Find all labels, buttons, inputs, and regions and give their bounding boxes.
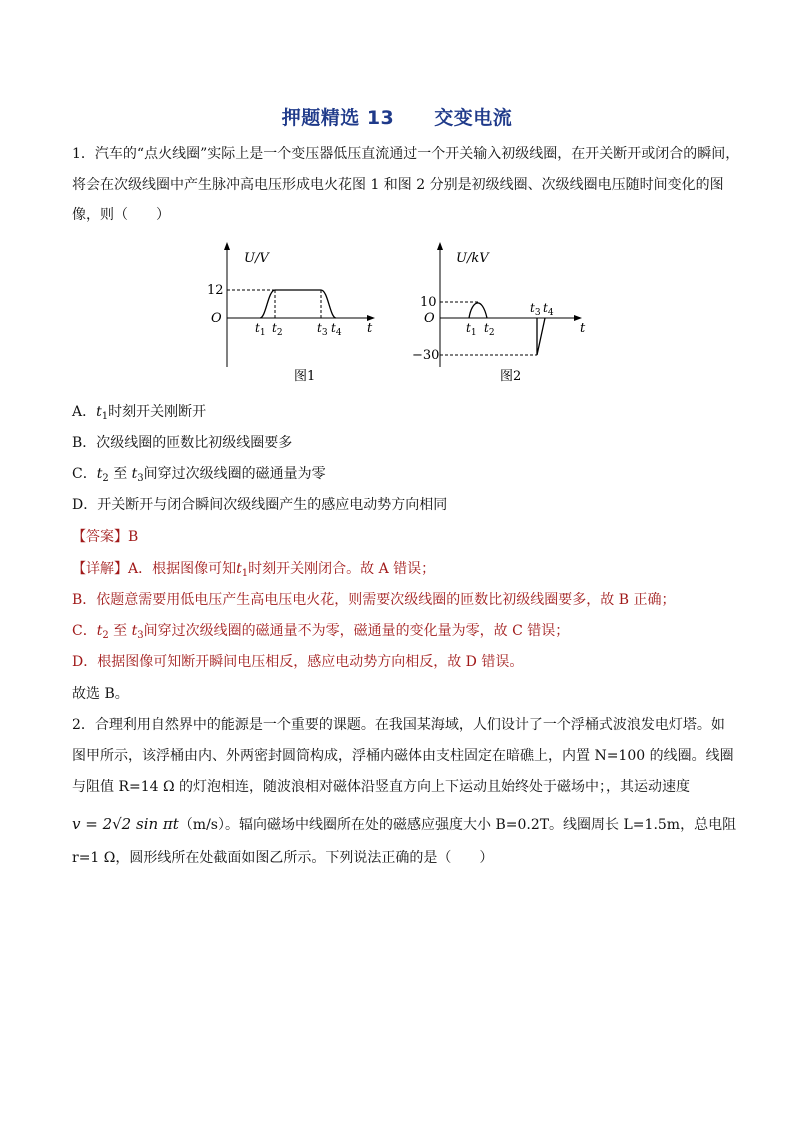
- fig1-t3: $t_3$: [317, 321, 328, 338]
- q2-line2: 图甲所示，该浮桶由内、外两密封圆筒构成，浮桶内磁体由支柱固定在暗礁上，内置 N=100 的线圈。线圈: [72, 748, 734, 764]
- fig2-ylevel-pos: 10: [420, 295, 437, 310]
- q1-option-c: C．$t_2$ 至 $t_3$间穿过次级线圈的磁通量为零: [72, 466, 326, 484]
- q1-detail-a: 【详解】A．根据图像可知$t_1$时刻开关刚闭合。故 A 错误；: [72, 561, 436, 579]
- velocity-formula: v = 2√2 sin πt: [72, 815, 179, 833]
- q1-line3: 像，则（ ）: [72, 207, 170, 223]
- fig1-ylabel: U/V: [244, 251, 269, 266]
- answer-tag: 【答案】: [72, 529, 128, 545]
- answer-value: B: [128, 529, 139, 545]
- fig1-curve: [260, 290, 336, 318]
- fig1-origin: O: [211, 311, 222, 326]
- figure-2: [412, 242, 586, 384]
- q1-line2: 将会在次级线圈中产生脉冲高电压形成电火花图 1 和图 2 分别是初级线圈、次级线圈电压随时间变化的图: [72, 177, 724, 193]
- q1-option-a: A．$t_1$时刻开关刚断开: [72, 404, 207, 422]
- q1-answer: [72, 529, 726, 546]
- q2-line4: v = 2√2 sin πt（m/s）。辐向磁场中线圈所在处的磁感应强度大小 B=0.2T。线圈周长 L=1.5m，总电阻: [72, 815, 737, 833]
- title-part2: 交变电流: [434, 107, 513, 129]
- fig2-pulse-pos: [469, 303, 487, 318]
- q1-detail-d: D．根据图像可知断开瞬间电压相反，感应电动势方向相反，故 D 错误。: [72, 654, 524, 670]
- q1-line1: 1．汽车的“点火线圈”实际上是一个变压器低压直流通过一个开关输入初级线圈，在开关断开或闭合的瞬间，: [72, 146, 740, 162]
- q1-figures: [0, 0, 794, 400]
- fig1-t1: $t_1$: [255, 321, 266, 338]
- fig1-xlabel: t: [367, 321, 373, 336]
- q2-line3: 与阻值 R=14 Ω 的灯泡相连，随波浪相对磁体沿竖直方向上下运动且始终处于磁场中；，其运动速度: [72, 779, 691, 795]
- fig2-t4: $t_4$: [543, 301, 554, 318]
- q2-line1: 2．合理利用自然界中的能源是一个重要的课题。在我国某海域，人们设计了一个浮桶式波浪发电灯塔。如: [72, 717, 725, 733]
- fig1-t4: $t_4$: [331, 321, 342, 338]
- fig2-t3: $t_3$: [530, 301, 541, 318]
- fig1-y-arrow: [224, 242, 230, 250]
- fig2-t2: $t_2$: [484, 321, 495, 338]
- fig2-xlabel: t: [580, 321, 586, 336]
- q2-line5: r=1 Ω，圆形线所在处截面如图乙所示。下列说法正确的是（ ）: [72, 850, 494, 866]
- figure-1: [207, 242, 375, 384]
- fig2-t1: $t_1$: [466, 321, 477, 338]
- fig2-pulse-neg: [537, 318, 545, 355]
- q1-conclusion: 故选 B。: [72, 686, 129, 702]
- fig2-ylabel: U/kV: [456, 251, 489, 266]
- fig2-y-arrow: [437, 242, 443, 250]
- q1-detail-b: B．依题意需要用低电压产生高电压电火花，则需要次级线圈的匝数比初级线圈要多，故 B 正确；: [72, 592, 676, 608]
- q1-detail-c: C．$t_2$ 至 $t_3$间穿过次级线圈的磁通量不为零，磁通量的变化量为零，故 C 错误；: [72, 623, 570, 641]
- fig1-t2: $t_2$: [272, 321, 283, 338]
- q1-option-d: D．开关断开与闭合瞬间次级线圈产生的感应电动势方向相同: [72, 497, 448, 513]
- fig1-caption: 图1: [294, 369, 316, 384]
- fig1-ylevel: 12: [207, 283, 224, 298]
- title-part1: 押题精选 13: [281, 107, 395, 129]
- fig2-origin: O: [424, 311, 435, 326]
- q1-option-b: B．次级线圈的匝数比初级线圈要多: [72, 435, 293, 451]
- fig2-ylevel-neg: −30: [412, 348, 440, 363]
- fig2-caption: 图2: [500, 369, 522, 384]
